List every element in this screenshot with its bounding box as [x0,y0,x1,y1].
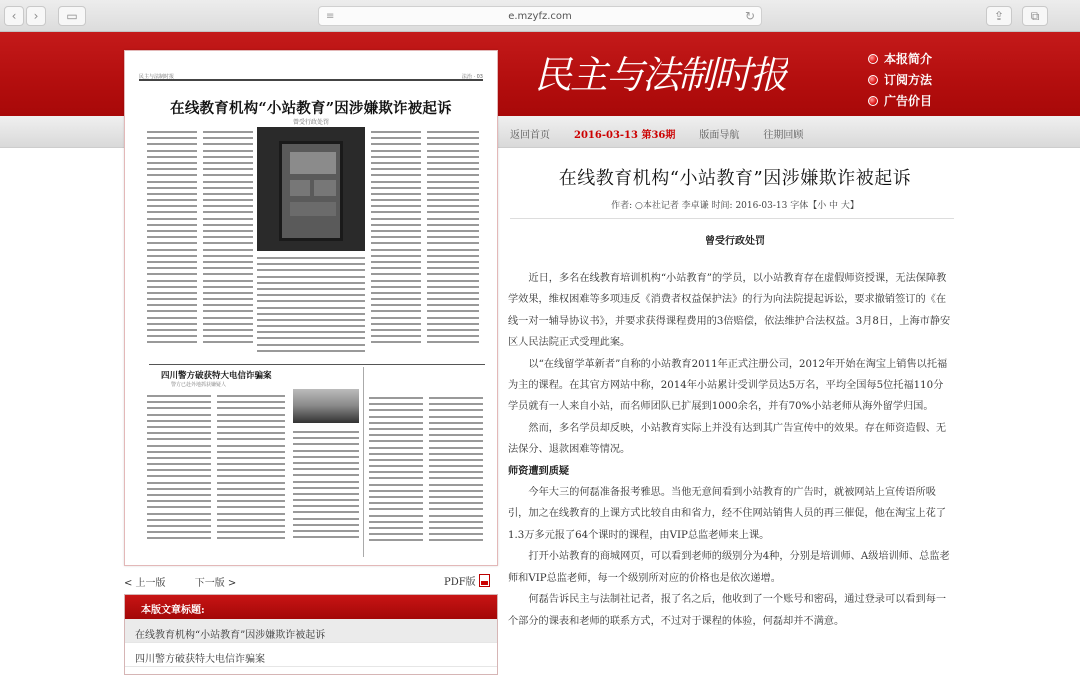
page-pager [124,574,262,589]
header-link-ads[interactable]: 广告价目 [868,90,932,111]
text-column [147,395,211,544]
article-list [124,594,498,675]
section-divider [149,364,485,365]
text-column [429,397,483,546]
reader-icon[interactable]: ≡ [326,11,335,22]
article-body [508,268,952,632]
article-title: 在线教育机构“小站教育”因涉嫌欺诈被起诉 [558,168,912,189]
paper-second-subhead: 警方已赴外地抓获嫌疑人 [171,382,227,388]
article-paragraph: 今年大三的何磊准备报考雅思。当他无意间看到小站教育的广告时，就被网站上宣传语所吸引，加之在线教育的上课方式比较自由和省力，经不住网站销售人员的再三催促，他在淘宝上花了1.3万多元报了64个课时的课程，由VIP总监老师来上课。 [508,487,947,541]
forward-button[interactable]: › [26,6,46,26]
header-links [868,48,932,111]
paper-subhead: 曾受行政处罚 [292,119,329,126]
bullet-icon [868,96,878,106]
header-link-subscribe[interactable]: 订阅方法 [868,69,932,90]
pdf-icon [479,574,490,587]
bullet-icon [868,54,878,64]
text-column [217,395,285,544]
share-icon[interactable]: ⇪ [986,6,1012,26]
paper-masthead: 民主与法制时报 法治 · 03 [139,74,483,80]
reload-icon[interactable]: ↻ [744,9,755,23]
back-button[interactable]: ‹ [4,6,24,26]
article-photo [257,127,365,251]
nav-layout-link[interactable]: 版面导航 [699,130,740,141]
paper-headline[interactable]: 在线教育机构“小站教育”因涉嫌欺诈被起诉 [170,100,452,117]
pdf-link[interactable] [444,573,490,588]
article-list-item[interactable]: 四川警方破获特大电信诈骗案 [125,643,497,667]
article-subtitle: 曾受行政处罚 [705,236,765,247]
paper-second-headline[interactable]: 四川警方破获特大电信诈骗案 [161,371,272,381]
text-column [293,431,359,542]
article-paragraph: 打开小站教育的商城网页，可以看到老师的级别分为4种，分别是培训师、A级培训师、总监老师和VIP总监老师，每一个级别所对应的价格也是依次递增。 [508,551,950,584]
article-paragraph: 然而，多名学员却反映，小站教育实际上并没有达到其广告宣传中的效果。存在师资造假、无法保分、退款困难等情况。 [508,422,947,456]
text-column [427,131,479,348]
text-column [203,131,253,348]
article-paragraph: 近日，多名在线教育培训机构“小站教育”的学员，以小站教育存在虚假师资授课，无法保障教学效果，维权困难等多项违反《消费者权益保护法》的行为向法院提起诉讼，要求撤销签订的《在线一对一辅导协议书》，并要求获得课程费用的3倍赔偿，依法维护合法权益。3月8日，上海市静安区人民法院正式受理此案。 [508,273,951,349]
police-photo [293,389,359,423]
issue-nav [510,126,827,141]
address-bar[interactable] [318,6,762,26]
url-text: e.mzyfz.com [508,10,572,22]
article-separator [510,218,954,219]
column-divider [363,367,364,557]
browser-toolbar [0,0,1080,32]
newspaper-page-image[interactable] [124,50,498,566]
article-paragraph: 何磊告诉民主与法制社记者，报了名之后，他收到了一个账号和密码，通过登录可以看到每一个部分的课表和老师的联系方式，不过对于课程的体验，何磊却并不满意。 [508,594,947,627]
article-list-item[interactable]: 在线教育机构“小站教育”因涉嫌欺诈被起诉 [125,619,497,643]
next-page-link[interactable]: 下一版 > [194,578,237,589]
article-list-heading: 本版文章标题: [125,595,497,619]
prev-page-link[interactable]: < 上一版 [124,578,166,589]
text-column [371,131,421,348]
sidebar-toggle-icon[interactable]: ▭ [58,6,86,26]
nav-past-issues-link[interactable]: 往期回顾 [763,130,804,141]
text-column [369,397,423,546]
tabs-icon[interactable]: ⧉ [1022,6,1048,26]
pdf-label: PDF版 [444,577,476,588]
nav-issue-date[interactable]: 2016-03-13 第36期 [574,130,676,141]
header-link-about[interactable]: 本报简介 [868,48,932,69]
bullet-icon [868,75,878,85]
article-section-heading: 师资遭到质疑 [508,464,570,477]
text-column [257,257,365,356]
article-meta: 作者: ○本社记者 李卓谦 时间: 2016-03-13 字体【小 中 大】 [611,201,859,211]
article-paragraph: 以“在线留学革新者”自称的小站教育2011年正式注册公司，2012年开始在淘宝上销售以托福为主的课程。在其官方网站中称，2014年小站累计受训学员达5万名，平均全国每5位托福110分学员就有一人来自小站，而名师团队已扩展到1000余名，并有70%小站老师从海外留学归国。 [508,358,948,413]
text-column [147,131,197,348]
nav-home-link[interactable]: 返回首页 [510,130,550,141]
site-logo[interactable] [528,36,788,110]
svg-text:民主与法制时报: 民主与法制时报 [534,53,787,97]
